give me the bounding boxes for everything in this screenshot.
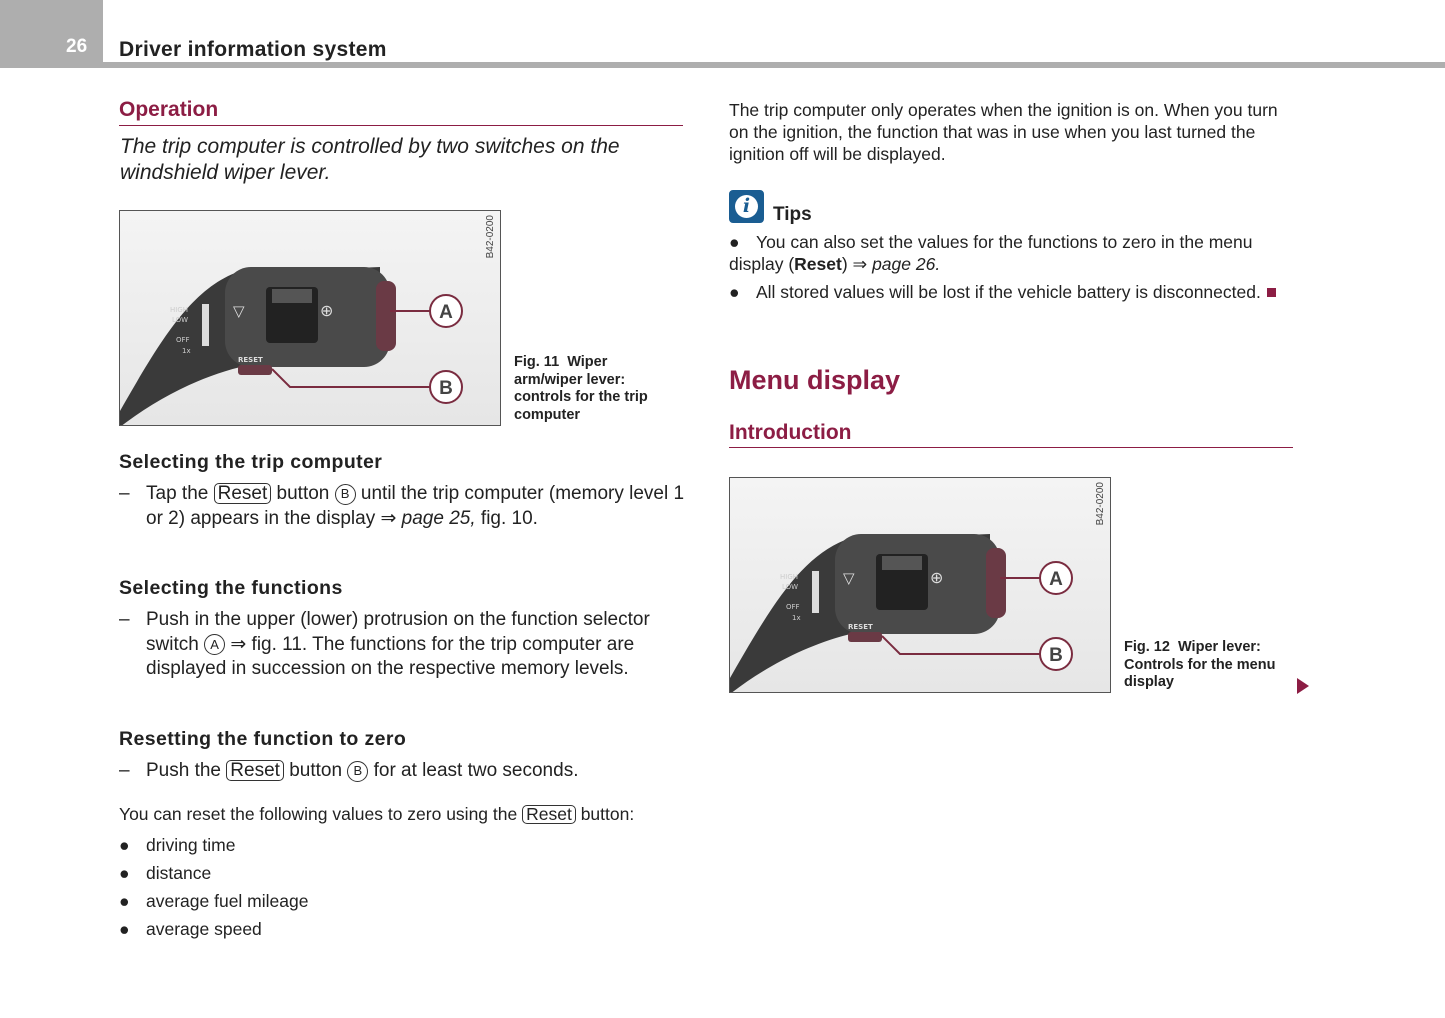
wiper-lever-illustration (730, 478, 1111, 693)
tips-bold: Reset (794, 254, 842, 274)
list-item (119, 891, 308, 912)
list-item (119, 919, 262, 940)
reset-values-paragraph (119, 803, 699, 825)
step-dash: – (119, 609, 130, 630)
callout-b-label: B (439, 378, 453, 399)
list-item (119, 835, 235, 856)
subsection-title-introduction: Introduction (729, 421, 852, 444)
callout-a-label: A (439, 302, 453, 323)
tips-text: ) ⇒ (841, 254, 868, 274)
page-reference: page 25, (401, 507, 476, 529)
step-dash: – (119, 760, 130, 781)
lever-label-once: 1x (182, 347, 191, 355)
list-item-text: distance (146, 863, 212, 883)
callout-b-symbol: B (335, 484, 356, 505)
caption-title: Wiper arm/wiper lever: controls for the trip computer (514, 354, 648, 423)
lever-label-reset: RESET (848, 623, 873, 631)
svg-text:▽: ▽ (233, 302, 245, 320)
lead-text: The trip computer is controlled by two switches on the windshield wiper lever. (120, 135, 620, 184)
tips-item (729, 231, 1299, 275)
lever-label-low: LOW (172, 316, 189, 324)
callout-a-label: A (1049, 569, 1063, 590)
list-item (119, 863, 211, 884)
section-title-menu-display: Menu display (729, 365, 901, 395)
bullet-dot: ● (119, 863, 130, 883)
bullet-dot: ● (729, 282, 740, 302)
step-dash: – (119, 483, 130, 504)
figure-wiper-lever-12 (729, 477, 1111, 693)
subheading-selecting-functions: Selecting the functions (119, 577, 343, 599)
para-text: You can reset the following values to zero using the (119, 804, 518, 824)
intro-paragraph: The trip computer only operates when the ignition is on. When you turn on the ignition, the function that was in use when you last turned the ignition off will be displayed. (729, 100, 1278, 164)
lever-label-off: OFF (176, 336, 190, 344)
figure-code: B42-0200 (1095, 482, 1106, 526)
tips-item (729, 281, 1299, 303)
tips-text: All stored values will be lost if the vehicle battery is disconnected. (756, 282, 1261, 302)
callout-b-label: B (1049, 645, 1063, 666)
page-number-box (0, 0, 103, 68)
chapter-title: Driver information system (119, 38, 387, 61)
lever-label-once: 1x (792, 614, 801, 622)
step-text: button (276, 483, 330, 504)
step-resetting-function (119, 759, 689, 784)
lever-label-high: HIGH (170, 306, 189, 314)
lever-label-low: LOW (782, 583, 799, 591)
header-rule (103, 62, 1445, 68)
page-reference: page 26. (872, 254, 941, 274)
figure-caption-11 (514, 354, 674, 424)
figure-wiper-lever-11 (119, 210, 501, 426)
figure-code: B42-0200 (485, 215, 496, 259)
para-text: button: (580, 804, 635, 824)
step-text: fig. 10. (480, 507, 538, 529)
step-text: Push the (146, 760, 221, 781)
step-selecting-functions (119, 608, 689, 682)
section-title-operation: Operation (119, 98, 219, 121)
wiper-lever-illustration (120, 211, 501, 426)
list-item-text: average speed (146, 919, 262, 939)
callout-b-symbol: B (347, 761, 368, 782)
svg-text:⊕: ⊕ (930, 568, 944, 587)
info-icon (729, 190, 764, 223)
step-selecting-trip-computer (119, 482, 689, 531)
bullet-dot: ● (119, 919, 130, 939)
bullet-dot: ● (729, 232, 740, 252)
lever-label-high: HIGH (780, 573, 799, 581)
caption-title: Wiper lever: Controls for the menu display (1124, 639, 1276, 690)
svg-text:⊕: ⊕ (320, 301, 334, 320)
continue-arrow-icon (1297, 678, 1309, 694)
lever-label-off: OFF (786, 603, 800, 611)
reset-key: Reset (214, 483, 272, 504)
step-text: button (289, 760, 343, 781)
step-text: Tap the (146, 483, 209, 504)
subheading-resetting-function: Resetting the function to zero (119, 728, 407, 750)
bullet-dot: ● (119, 835, 130, 855)
end-of-section-mark (1267, 288, 1276, 297)
figure-caption-12 (1124, 639, 1294, 692)
list-item-text: average fuel mileage (146, 891, 309, 911)
section-rule (729, 447, 1293, 448)
caption-number: Fig. 12 (1124, 639, 1170, 655)
step-text: until the trip computer (memory level 1 or 2) appears in the display ⇒ (146, 483, 685, 529)
step-text: for at least two seconds. (373, 760, 579, 781)
step-text: ⇒ fig. 11. The functions for the trip computer are displayed in succession on the respective memory levels. (146, 633, 635, 679)
lever-label-reset: RESET (238, 356, 263, 364)
tips-text: You can also set the values for the functions to zero in the menu display ( (729, 232, 1253, 274)
subheading-selecting-trip-computer: Selecting the trip computer (119, 451, 383, 473)
tips-label: Tips (773, 204, 812, 225)
list-item-text: driving time (146, 835, 236, 855)
step-text: Push in the upper (lower) protrusion on the function selector switch (146, 609, 650, 655)
callout-a-symbol: A (204, 634, 225, 655)
info-icon-letter: i (735, 195, 758, 218)
page-number: 26 (66, 36, 88, 57)
reset-key: Reset (522, 805, 576, 824)
bullet-dot: ● (119, 891, 130, 911)
svg-text:▽: ▽ (843, 569, 855, 587)
reset-key: Reset (226, 760, 284, 781)
section-rule (119, 125, 683, 126)
caption-number: Fig. 11 (514, 354, 560, 370)
